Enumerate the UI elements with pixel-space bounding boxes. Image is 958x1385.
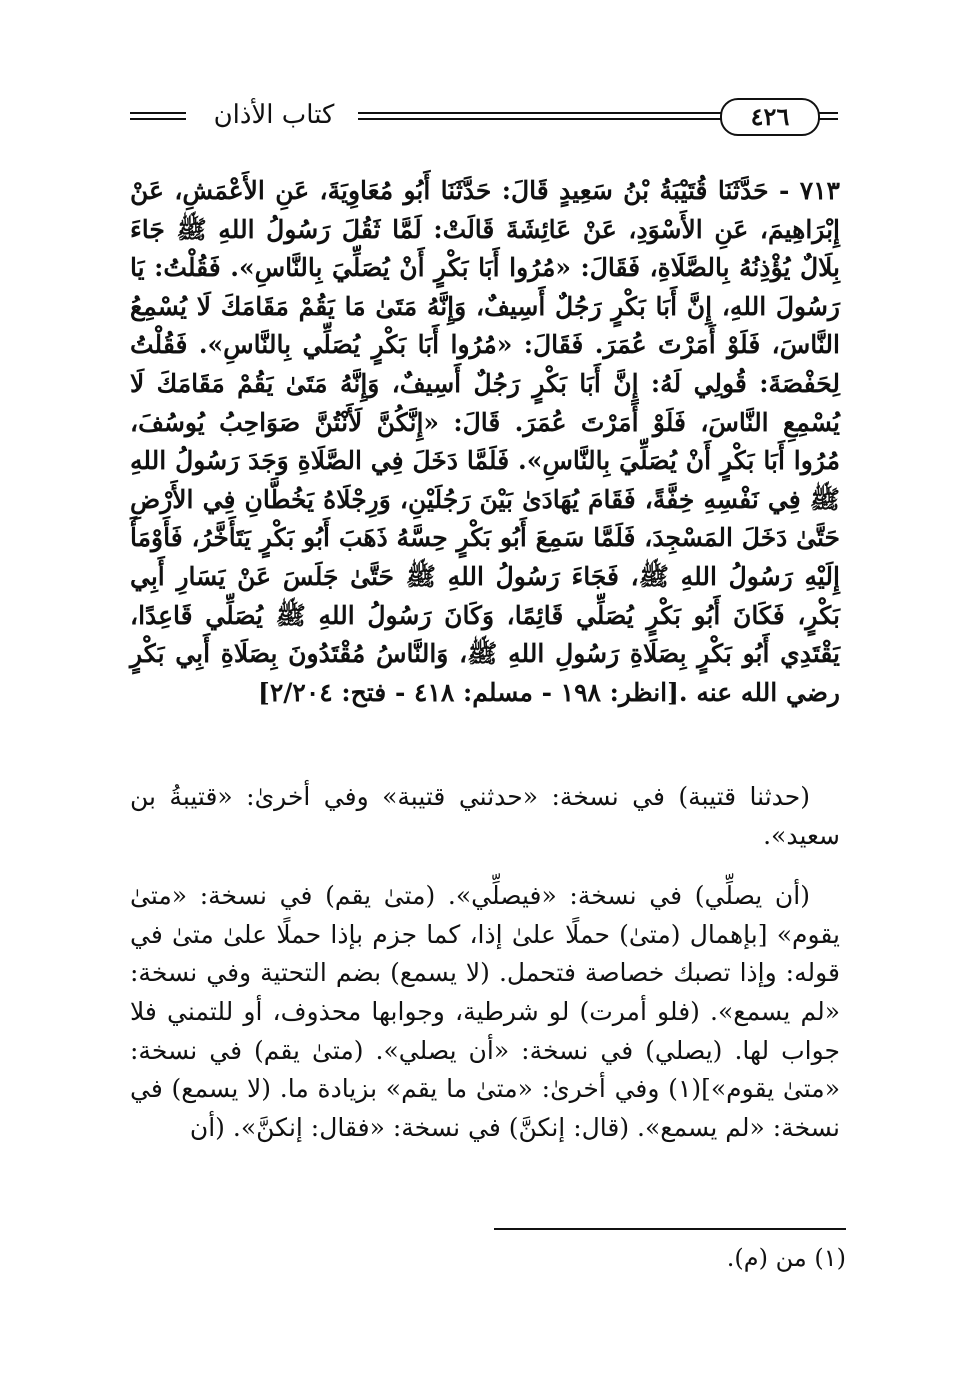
- commentary-paragraph: (أن يصلِّي) في نسخة: «فيصلِّي». (متىٰ يقم) في نسخة: «متىٰ يقوم» [بإهمال (متىٰ) حملًا علىٰ إذا، كما جزم بإذا حملًا علىٰ متىٰ في قوله: وإذا تصبك خصاصة فتحمل. (لا يسمع) بضم التحتية وفي نسخة: «لم يسمع». (فلو أمرت) لو شرطية، وجوابها محذوف، أو للتمني فلا جواب لها. (يصلي) في نسخة: «أن يصلي». (متىٰ يقم) في نسخة: «متىٰ يقوم»](١) وفي أخرىٰ: «متىٰ ما يقم» بزيادة ما. (لا يسمع) في نسخة: «لم يسمع». (قال: إنكنَّ) في نسخة: «فقال: إنكنَّ». (أن: [130, 881, 840, 1142]
- page-header: [130, 98, 848, 142]
- page-number: ٤٢٦: [720, 98, 820, 136]
- commentary: [130, 778, 840, 1157]
- header-rule: [130, 112, 186, 114]
- book-title: كتاب الأذان: [213, 100, 335, 130]
- footnote-separator: [494, 1228, 846, 1230]
- footnote: (١) من (م).: [726, 1244, 846, 1272]
- hadith-text: [130, 172, 840, 712]
- commentary-paragraph: (حدثنا قتيبة) في نسخة: «حدثني قتيبة» وفي أخرىٰ: «قتيبةُ بن سعيد».: [130, 782, 840, 850]
- hadith-paragraph: ٧١٣ - حَدَّثَنَا قُتَيْبَةُ بْنُ سَعِيدٍ قَالَ: حَدَّثَنَا أَبُو مُعَاوِيَةَ، عَنِ الأَعْمَشِ، عَنْ إِبْرَاهِيمَ، عَنِ الأَسْوَدِ، عَنْ عَائِشَةَ قَالَتْ: لَمَّا ثَقُلَ رَسُولُ اللهِ ﷺ جَاءَ بِلَالٌ يُؤْذِنُهُ بِالصَّلَاةِ، فَقَالَ: «مُرُوا أَبَا بَكْرٍ أَنْ يُصَلِّيَ بِالنَّاسِ». فَقُلْتُ: يَا رَسُولَ اللهِ، إِنَّ أَبَا بَكْرٍ رَجُلٌ أَسِيفٌ، وَإِنَّهُ مَتَىٰ مَا يَقُمْ مَقَامَكَ لَا يُسْمِعُ النَّاسَ، فَلَوْ أَمَرْتَ عُمَرَ. فَقَالَ: «مُرُوا أَبَا بَكْرٍ يُصَلِّي بِالنَّاسِ». فَقُلْتُ لِحَفْصَةَ: قُولِي لَهُ: إِنَّ أَبَا بَكْرٍ رَجُلٌ أَسِيفٌ، وَإِنَّهُ مَتَىٰ يَقُمْ مَقَامَكَ لَا يُسْمِعِ النَّاسَ، فَلَوْ أَمَرْتَ عُمَرَ. قَالَ: «إِنَّكُنَّ لَأَنْتُنَّ صَوَاحِبُ يُوسُفَ، مُرُوا أَبَا بَكْرٍ أَنْ يُصَلِّيَ بِالنَّاسِ». فَلَمَّا دَخَلَ فِي الصَّلَاةِ وَجَدَ رَسُولُ اللهِ ﷺ فِي نَفْسِهِ خِفَّةً، فَقَامَ يُهَادَىٰ بَيْنَ رَجُلَيْنِ، وَرِجْلَاهُ يَخُطَّانِ فِي الأَرْضِ حَتَّىٰ دَخَلَ المَسْجِدَ، فَلَمَّا سَمِعَ أَبُو بَكْرٍ حِسَّهُ ذَهَبَ أَبُو بَكْرٍ يَتَأَخَّرُ، فَأَوْمَأَ إِلَيْهِ رَسُولُ اللهِ ﷺ، فَجَاءَ رَسُولُ اللهِ ﷺ حَتَّىٰ جَلَسَ عَنْ يَسَارِ أَبِي بَكْرٍ، فَكَانَ أَبُو بَكْرٍ يُصَلِّي قَائِمًا، وَكَانَ رَسُولُ اللهِ ﷺ يُصَلِّي قَاعِدًا، يَقْتَدِي أَبُو بَكْرٍ بِصَلَاةِ رَسُولِ اللهِ ﷺ، وَالنَّاسُ مُقْتَدُونَ بِصَلَاةِ أَبِي بَكْرٍ رضي الله عنه .[انظر: ١٩٨ - مسلم: ٤١٨ - فتح: ٢/٢٠٤]: [130, 176, 840, 707]
- header-rule: [130, 118, 186, 120]
